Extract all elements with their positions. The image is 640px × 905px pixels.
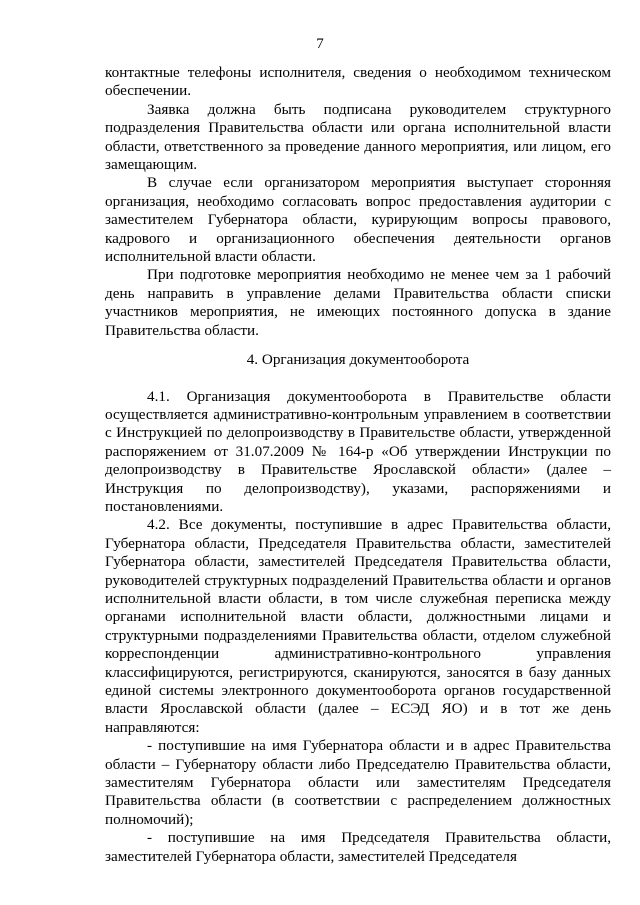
- page-number: 7: [316, 36, 324, 52]
- document-body: [105, 64, 611, 866]
- list-item-governor: - поступившие на имя Губернатора области и в адрес Правительства области – Губернатору области либо Председателю Правительства области, заместителям Губернатора области или заместителям Председателя Правительства области (в соответствии с распределением должностных полномочий);: [105, 737, 611, 828]
- paragraph-third-party-organizer: В случае если организатором мероприятия выступает сторонняя организация, необходимо согласовать вопрос предоставления аудитории с заместителем Губернатора области, курирующим вопросы правового, кадрового и организационного обеспечения деятельности органов исполнительной власти области.: [105, 174, 611, 266]
- paragraph-4-2: 4.2. Все документы, поступившие в адрес Правительства области, Губернатора области, Председателя Правительства области, заместителей Губернатора области, заместителей Председателя Правительства области, руководителей структурных подразделений Правительства области и органов исполнительной власти области, в том числе служебная переписка между органами исполнительной власти области, должностными лицами и структурными подразделениями Правительства области, отделом служебной корреспонденции административно-контрольного управления классифицируются, регистрируются, сканируются, заносятся в базу данных единой системы электронного документооборота органов государственной власти Ярославской области (далее – ЕСЭД ЯО) и в тот же день направляются:: [105, 516, 611, 736]
- paragraph-continuation: контактные телефоны исполнителя, сведения о необходимом техническом обеспечении.: [105, 64, 611, 100]
- paragraph-application-signature: Заявка должна быть подписана руководителем структурного подразделения Правительства области или органа исполнительной власти области, ответственного за проведение данного мероприятия, или лицом, его замещающим.: [105, 100, 611, 174]
- paragraph-participant-lists: При подготовке мероприятия необходимо не менее чем за 1 рабочий день направить в управление делами Правительства области списки участников мероприятия, не имеющих постоянного допуска в здание Правительства области.: [105, 266, 611, 339]
- list-item-chairman: - поступившие на имя Председателя Правительства области, заместителей Губернатора области, заместителей Председателя: [105, 829, 611, 865]
- section-heading: 4. Организация документооборота: [246, 351, 470, 369]
- paragraph-4-1: 4.1. Организация документооборота в Правительстве области осуществляется административно-контрольным управлением в соответствии с Инструкцией по делопроизводству в Правительстве области, утвержденной распоряжением от 31.07.2009 № 164-р «Об утверждении Инструкции по делопроизводству в Правительстве Ярославской области» (далее – Инструкция по делопроизводству), указами, распоряжениями и постановлениями.: [105, 387, 611, 515]
